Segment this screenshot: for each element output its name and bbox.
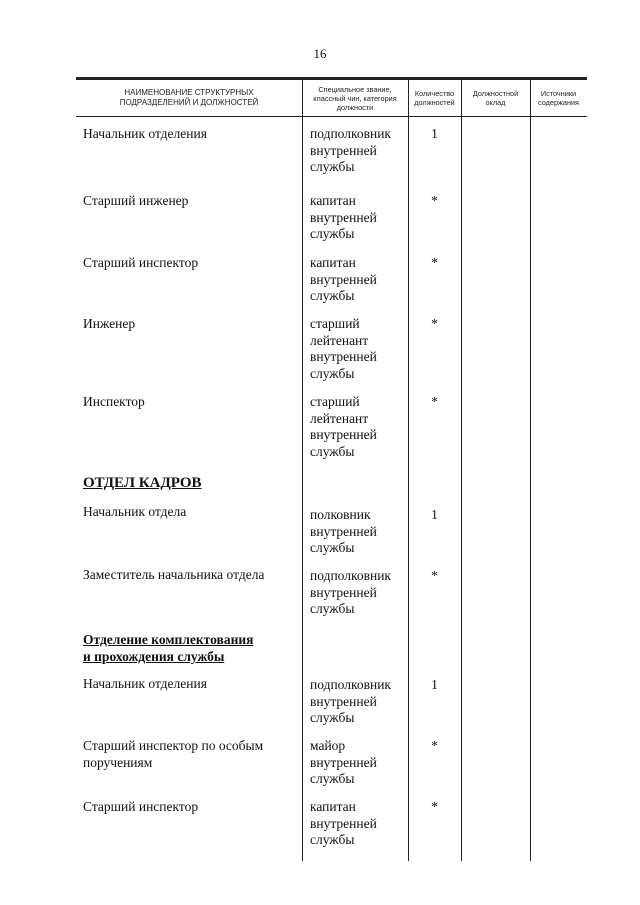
rank-line: лейтенант	[310, 332, 369, 348]
header-source	[530, 81, 587, 115]
position-rank	[310, 507, 406, 557]
rank-line: капитан	[310, 799, 356, 814]
rank-line: службы	[310, 710, 355, 725]
position-rank	[310, 568, 406, 618]
position-name: Начальник отделения	[83, 126, 207, 141]
position-name: Старший инспектор	[83, 255, 199, 270]
header-count	[408, 81, 461, 115]
header-line: должностей	[414, 98, 455, 107]
rank-line: майор	[310, 738, 346, 753]
position-rank	[310, 738, 406, 788]
rank-line: старший	[310, 394, 360, 409]
position-rank	[310, 394, 406, 460]
position-count: *	[431, 738, 438, 753]
rank-line: внутренней	[310, 523, 377, 539]
section-heading: ОТДЕЛ КАДРОВ	[83, 475, 202, 491]
position-count: *	[431, 799, 438, 814]
header-line: Источники	[540, 89, 577, 98]
rank-line: службы	[310, 601, 355, 616]
header-line: Количество	[414, 89, 455, 98]
rank-line: службы	[310, 771, 355, 786]
position-rank	[310, 316, 406, 382]
rank-line: подполковник	[310, 568, 391, 583]
rank-line: службы	[310, 832, 355, 847]
rank-line: подполковник	[310, 677, 391, 692]
column-divider	[530, 77, 531, 861]
position-name: Начальник отделения	[83, 676, 207, 691]
position-name: Инспектор	[83, 394, 145, 409]
position-rank	[310, 677, 406, 727]
rank-line: внутренней	[310, 349, 377, 364]
rank-line: службы	[310, 288, 355, 303]
header-line: ПОДРАЗДЕЛЕНИЙ И ДОЛЖНОСТЕЙ	[119, 98, 259, 107]
position-rank	[310, 255, 406, 305]
header-line: содержания	[538, 98, 579, 107]
table-top-rule	[76, 77, 587, 80]
position-count: *	[431, 193, 438, 208]
header-line: должности	[336, 102, 374, 112]
rank-line: внутренней	[310, 584, 377, 600]
subsection-heading	[83, 631, 297, 665]
rank-line: внутренней	[310, 815, 377, 831]
subsection-line: Отделение комплектования	[83, 632, 254, 647]
header-salary	[461, 81, 530, 115]
column-divider	[302, 77, 303, 861]
rank-line: службы	[310, 540, 355, 555]
rank-line: службы	[310, 226, 355, 241]
header-line: оклад	[485, 98, 506, 107]
position-name: Инженер	[83, 316, 136, 331]
position-count: *	[431, 316, 438, 331]
position-name: Старший инспектор	[83, 799, 199, 814]
header-line: Должностной	[472, 89, 519, 98]
header-line: классный чин, категория	[313, 93, 397, 103]
position-count: 1	[431, 126, 438, 141]
rank-line: капитан	[310, 193, 356, 208]
position-name: Старший инспектор по особым поручениям	[83, 738, 264, 770]
rank-line: внутренней	[310, 271, 377, 287]
rank-line: внутренней	[310, 754, 377, 770]
rank-line: службы	[310, 443, 355, 459]
position-name: Старший инженер	[83, 193, 189, 208]
header-line: НАИМЕНОВАНИЕ СТРУКТУРНЫХ	[124, 88, 254, 97]
position-count: 1	[431, 677, 438, 692]
rank-line: внутренней	[310, 142, 377, 158]
rank-line: внутренней	[310, 427, 377, 442]
position-name: Начальник отдела	[83, 504, 187, 519]
rank-line: подполковник	[310, 126, 391, 141]
subsection-line: и прохождения службы	[83, 649, 225, 664]
header-rank	[302, 81, 408, 115]
position-rank	[310, 799, 406, 849]
header-line: Специальное звание,	[318, 84, 392, 94]
rank-line: старший	[310, 316, 360, 331]
position-rank	[310, 193, 406, 243]
position-count: *	[431, 394, 438, 409]
rank-line: службы	[310, 159, 355, 174]
rank-line: внутренней	[310, 693, 377, 709]
table-header-rule	[76, 116, 587, 117]
header-positions	[76, 81, 302, 115]
page-number: 16	[313, 46, 327, 61]
rank-line: полковник	[310, 507, 371, 522]
staff-table	[76, 77, 587, 861]
position-count: *	[431, 568, 438, 583]
rank-line: внутренней	[310, 209, 377, 225]
position-rank	[310, 126, 406, 176]
rank-line: службы	[310, 365, 355, 381]
rank-line: капитан	[310, 255, 356, 270]
position-count: *	[431, 255, 438, 270]
column-divider	[461, 77, 462, 861]
position-name: Заместитель начальника отдела	[83, 567, 265, 582]
position-count: 1	[431, 507, 438, 522]
rank-line: лейтенант	[310, 410, 369, 426]
